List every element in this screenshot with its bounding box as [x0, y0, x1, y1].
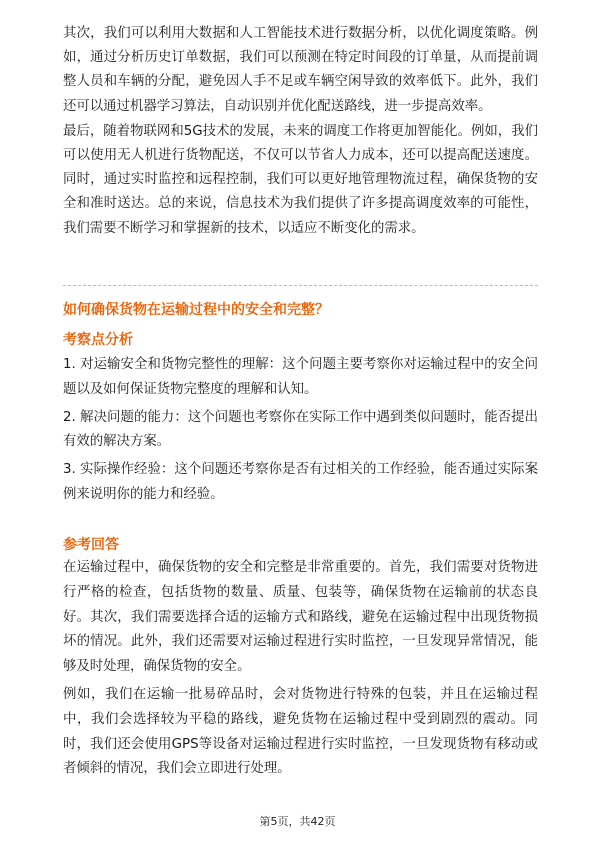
intro-paragraph: 其次，我们可以利用大数据和人工智能技术进行数据分析，以优化调度策略。例如，通过分析历史订单数据，我们可以预测在特定时间段的订单量，从而提前调整人员和车辆的分配，避免因人手不足或车辆空闲导致的效率低下。此外，我们还可以通过机器学习算法，自动识别并优化配送路线，进一步提高效率。	[63, 26, 538, 114]
intro-paragraph: 最后，随着物联网和5G技术的发展，未来的调度工作将更加智能化。例如，我们可以使用无人机进行货物配送，不仅可以节省人力成本，还可以提高配送速度。同时，通过实时监控和远程控制，我们可以更好地管理物流过程，确保货物的安全和准时送达。总的来说，信息技术为我们提供了许多提高调度效率的可能性，我们需要不断学习和掌握新的技术，以适应不断变化的需求。	[63, 123, 538, 236]
question-title: 如何确保货物在运输过程中的安全和完整？	[63, 302, 329, 318]
section-divider	[63, 285, 538, 286]
intro-section	[63, 22, 538, 241]
answer-paragraph: 在运输过程中，确保货物的安全和完整是非常重要的。首先，我们需要对货物进行严格的检查，包括货物的数量、质量、包装等，确保货物在运输前的状态良好。其次，我们需要选择合适的运输方式和路线，避免在运输过程中出现货物损坏的情况。此外，我们还需要对运输过程进行实时监控，一旦发现异常情况，能够及时处理，确保货物的安全。	[63, 560, 538, 675]
analysis-heading: 考察点分析	[63, 332, 133, 348]
answer-heading: 参考回答	[63, 537, 119, 553]
analysis-item: 1. 对运输安全和货物完整性的理解：这个问题主要考察你对运输过程中的安全问题以及如何保证货物完整度的理解和认知。	[63, 357, 538, 397]
analysis-list	[63, 353, 538, 508]
answer-section	[63, 556, 538, 782]
page-number: 第5页，共42页	[259, 815, 336, 828]
answer-paragraph: 例如，我们在运输一批易碎品时，会对货物进行特殊的包装，并且在运输过程中，我们会选择较为平稳的路线，避免货物在运输过程中受到剧烈的震动。同时，我们还会使用GPS等设备对运输过程进行实时监控，一旦发现货物有移动或者倾斜的情况，我们会立即进行处理。	[63, 686, 538, 777]
analysis-item: 2. 解决问题的能力：这个问题也考察你在实际工作中遇到类似问题时，能否提出有效的解决方案。	[63, 409, 538, 450]
analysis-item: 3. 实际操作经验：这个问题还考察你是否有过相关的工作经验，能否通过实际案例来说明你的能力和经验。	[63, 462, 538, 502]
